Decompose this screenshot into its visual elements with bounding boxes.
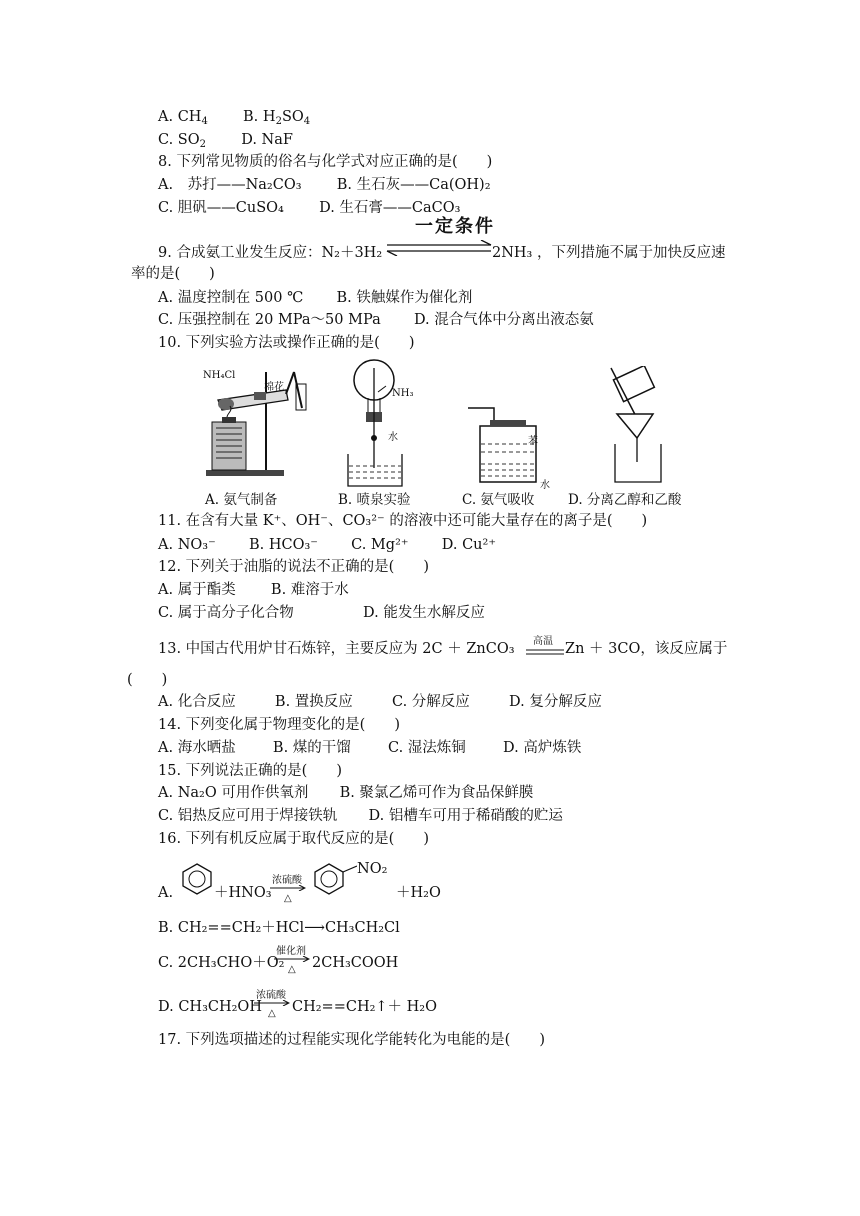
q16-option-d-cond-bottom: △ bbox=[268, 1008, 276, 1019]
q13-option-b: B. 置换反应 bbox=[274, 694, 353, 710]
q15-option-c: C. 铝热反应可用于焊接铁轨 bbox=[158, 808, 338, 824]
figure-d-caption: D. 分离乙醇和乙酸 bbox=[568, 492, 682, 508]
q13-condition: 高温 bbox=[533, 636, 553, 647]
q14-option-b: B. 煤的干馏 bbox=[272, 740, 351, 756]
q7-options-row1 bbox=[158, 108, 310, 131]
q9-reversible-arrow bbox=[385, 240, 495, 256]
q16-option-a-cond-bottom: △ bbox=[284, 893, 292, 904]
q8-options-row1 bbox=[158, 176, 491, 194]
q16-option-b: B. CH₂==CH₂＋HCl⟶CH₃CH₂Cl bbox=[158, 920, 400, 936]
figure-b-apparatus bbox=[346, 358, 446, 488]
q12-option-d: D. 能发生水解反应 bbox=[363, 605, 485, 621]
q9-option-d: D. 混合气体中分离出液态氨 bbox=[413, 312, 594, 328]
figure-c-caption: C. 氨气吸收 bbox=[462, 492, 535, 508]
q16-option-c-cond-top: 催化剂 bbox=[276, 946, 306, 957]
q9-option-c: C. 压强控制在 20 MPa～50 MPa bbox=[158, 312, 381, 328]
q9-option-b: B. 铁触媒作为催化剂 bbox=[336, 290, 473, 306]
q16-option-d-lhs: D. CH₃CH₂OH bbox=[158, 999, 262, 1015]
q15-option-b: B. 聚氯乙烯可作为食品保鲜膜 bbox=[339, 785, 534, 801]
q7-option-c: C. $SO_2$ bbox=[158, 132, 206, 150]
q11-option-b: B. HCO₃⁻ bbox=[248, 537, 318, 553]
q16-option-c-rhs: 2CH₃COOH bbox=[312, 955, 399, 971]
q9-options-row1 bbox=[158, 289, 472, 307]
q7-option-a: A. $CH_4$ bbox=[158, 109, 208, 127]
q9-option-a: A. 温度控制在 500 ℃ bbox=[158, 290, 304, 306]
figure-d-apparatus bbox=[603, 366, 673, 484]
q17-stem: 17. 下列选项描述的过程能实现化学能转化为电能的是( ) bbox=[158, 1032, 545, 1048]
q16-option-c-cond-bottom: △ bbox=[288, 964, 296, 975]
q16-option-c-lhs: C. 2CH₃CHO＋O₂ bbox=[158, 955, 285, 971]
q12-option-a: A. 属于酯类 bbox=[158, 582, 236, 598]
q11-option-d: D. Cu²⁺ bbox=[441, 537, 496, 553]
q16-option-a-label: A. bbox=[158, 885, 174, 901]
q15-option-a: A. Na₂O 可用作供氧剂 bbox=[158, 785, 309, 801]
figure-b-water-label: 水 bbox=[388, 432, 398, 443]
q7-options-row2 bbox=[158, 131, 293, 154]
q15-option-d: D. 铝槽车可用于稀硝酸的贮运 bbox=[368, 808, 563, 824]
q13-options bbox=[158, 693, 602, 711]
figure-b-nh3-label: NH₃ bbox=[392, 388, 414, 399]
q13-stem-cont: ( ) bbox=[127, 672, 168, 688]
q13-option-c: C. 分解反应 bbox=[392, 694, 470, 710]
q11-option-a: A. NO₃⁻ bbox=[158, 537, 216, 553]
q7-option-d: D. NaF bbox=[241, 132, 293, 148]
q7-option-b: B. $H_2SO_4$ bbox=[243, 109, 311, 127]
q16-option-a-cond-top: 浓硫酸 bbox=[272, 875, 302, 886]
q14-option-d: D. 高炉炼铁 bbox=[503, 740, 582, 756]
q14-option-a: A. 海水晒盐 bbox=[158, 740, 236, 756]
q16-option-a-reagent: ＋HNO₃ bbox=[214, 885, 272, 901]
q11-options bbox=[158, 536, 496, 554]
q16-stem: 16. 下列有机反应属于取代反应的是( ) bbox=[158, 831, 429, 847]
benzene-ring-icon bbox=[180, 862, 214, 896]
q8-option-c: C. 胆矾——CuSO₄ bbox=[158, 200, 284, 216]
q12-stem: 12. 下列关于油脂的说法不正确的是( ) bbox=[158, 559, 429, 575]
q8-option-b: B. 生石灰——Ca(OH)₂ bbox=[336, 177, 491, 193]
q13-equals-sign bbox=[526, 648, 564, 656]
figure-a-cotton-label: 棉花 bbox=[264, 382, 284, 393]
q9-stem-start: 9. 合成氨工业发生反应：N₂＋3H₂ bbox=[158, 245, 383, 261]
figure-a-nh4cl-label: NH₄Cl bbox=[203, 370, 236, 381]
q10-stem: 10. 下列实验方法或操作正确的是( ) bbox=[158, 335, 415, 351]
q15-stem: 15. 下列说法正确的是( ) bbox=[158, 763, 342, 779]
q13-option-d: D. 复分解反应 bbox=[509, 694, 602, 710]
q16-option-a-group: NO₂ bbox=[357, 861, 388, 877]
figure-c-water-label: 水 bbox=[540, 480, 550, 491]
q16-option-a-tail: ＋H₂O bbox=[396, 885, 441, 901]
q16-option-a-bond bbox=[343, 864, 357, 874]
q14-stem: 14. 下列变化属于物理变化的是( ) bbox=[158, 717, 400, 733]
q13-stem-a: 13. 中国古代用炉甘石炼锌，主要反应为 2C ＋ ZnCO₃ bbox=[158, 641, 515, 657]
q11-option-c: C. Mg²⁺ bbox=[351, 537, 409, 553]
q15-options-row1 bbox=[158, 784, 533, 802]
q11-stem: 11. 在含有大量 K⁺、OH⁻、CO₃²⁻ 的溶液中还可能大量存在的离子是( ) bbox=[158, 513, 648, 529]
q8-option-a: A. 苏打——Na₂CO₃ bbox=[158, 177, 302, 193]
q9-stem-cont: 率的是( ) bbox=[131, 266, 215, 282]
q16-option-d-rhs: CH₂==CH₂↑＋ H₂O bbox=[292, 999, 438, 1015]
q9-condition-label: 一定条件 bbox=[415, 216, 495, 237]
q8-stem: 8. 下列常见物质的俗名与化学式对应正确的是( ) bbox=[158, 154, 493, 170]
figure-a-caption: A. 氨气制备 bbox=[205, 492, 278, 508]
q13-stem-b: Zn ＋ 3CO，该反应属于 bbox=[565, 641, 728, 657]
q16-option-d-cond-top: 浓硫酸 bbox=[256, 990, 286, 1001]
q12-option-c: C. 属于高分子化合物 bbox=[158, 605, 294, 621]
q12-options-row1 bbox=[158, 581, 349, 599]
figure-c-benzene-label: 苯 bbox=[528, 436, 538, 447]
q12-option-b: B. 难溶于水 bbox=[270, 582, 349, 598]
nitrobenzene-ring-icon bbox=[312, 862, 346, 896]
q12-options-row2 bbox=[158, 604, 485, 622]
q15-options-row2 bbox=[158, 807, 563, 825]
q8-option-d: D. 生石膏——CaCO₃ bbox=[319, 200, 461, 216]
q9-options-row2 bbox=[158, 311, 594, 329]
q14-option-c: C. 湿法炼铜 bbox=[388, 740, 466, 756]
figure-b-caption: B. 喷泉实验 bbox=[338, 492, 411, 508]
q13-option-a: A. 化合反应 bbox=[158, 694, 236, 710]
q9-stem-product: 2NH₃ ，下列措施不属于加快反应速 bbox=[492, 245, 726, 261]
q14-options bbox=[158, 739, 581, 757]
q8-options-row2 bbox=[158, 199, 460, 217]
